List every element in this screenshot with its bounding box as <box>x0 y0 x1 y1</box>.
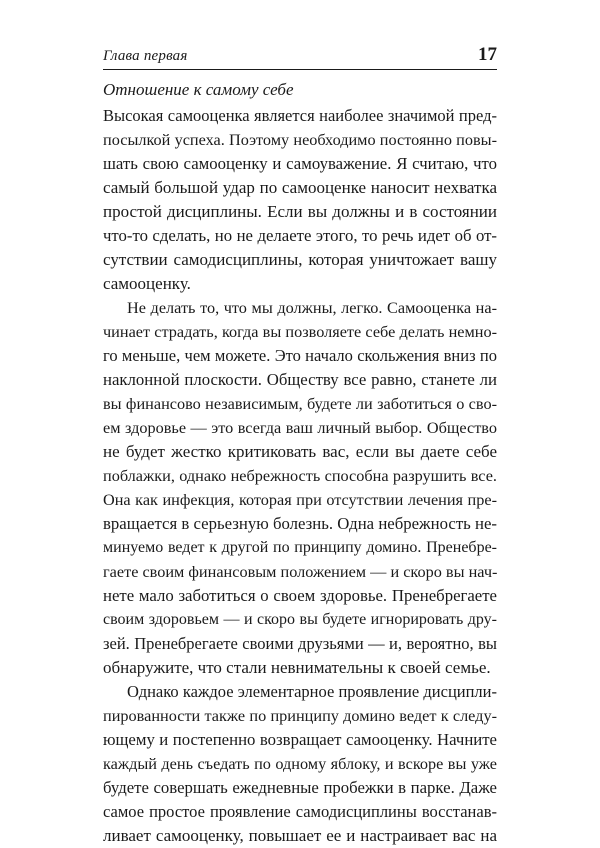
header-rule <box>103 69 497 70</box>
text-line: самое простое проявление самодисциплины восстанав- <box>103 802 497 821</box>
text-line: Высокая самооценка является наиболее значимой пред- <box>103 106 497 125</box>
text-line: вращается в серьезную болезнь. Одна небрежность не- <box>103 514 497 533</box>
text-line: не будет жестко критиковать вас, если вы даете себе <box>103 442 497 461</box>
text-line: вы финансово независимым, будете ли заботиться о сво- <box>103 395 497 413</box>
text-line: шать свою самооценку и самоуважение. Я считаю, что <box>103 154 497 173</box>
text-line: пированности также по принципу домино ведет к следу- <box>103 707 497 725</box>
text-line: ем здоровье — это всегда ваш личный выбор. Общество <box>103 419 497 437</box>
text-line: обнаружите, что стали невнимательны к своей семье. <box>103 658 491 677</box>
text-line: ливает самооценку, повышает ее и настраивает вас на <box>103 826 497 845</box>
text-line: го меньше, чем можете. Это начало скольжения вниз по <box>103 346 497 365</box>
text-line: гаете своим финансовым положением — и скоро вы нач- <box>103 563 498 581</box>
chapter-title: Глава первая <box>103 48 188 64</box>
text-line: Она как инфекция, которая при отсутствии лечения пре- <box>103 491 497 509</box>
text-line: будете совершать ежедневные пробежки в парке. Даже <box>103 778 497 797</box>
text-line: минуемо ведет к другой по принципу домино. Пренебре- <box>103 539 497 556</box>
text-line: что-то сделать, но не делаете этого, то речь идет об от- <box>103 226 497 245</box>
body-text <box>103 104 497 848</box>
text-line: простой дисциплины. Если вы должны и в состоянии <box>103 202 497 221</box>
text-line: ющему и постепенно возвращает самооценку. Начните <box>103 730 497 749</box>
text-line: самый большой удар по самооценке наносит нехватка <box>103 178 497 197</box>
text-line: Не делать то, что мы должны, легко. Самооценка на- <box>127 299 497 317</box>
text-line: поблажки, однако небрежность способна разрушить все. <box>103 467 497 485</box>
text-line: самооценку. <box>103 274 191 293</box>
text-line: нете мало заботиться о своем здоровье. Пренебрегаете <box>103 586 497 605</box>
text-line: зей. Пренебрегаете своими друзьями — и, вероятно, вы <box>103 634 497 653</box>
running-header <box>103 44 497 68</box>
text-line: Однако каждое элементарное проявление дисципли- <box>127 682 497 701</box>
text-line: сутствии самодисциплины, которая уничтожает вашу <box>103 250 497 269</box>
page-number: 17 <box>478 44 497 65</box>
text-line: каждый день съедать по одному яблоку, и вскоре вы уже <box>103 755 497 773</box>
text-line: чинает страдать, когда вы позволяете себе делать немно- <box>103 323 497 341</box>
text-line: наклонной плоскости. Обществу все равно, станете ли <box>103 370 497 389</box>
section-title: Отношение к самому себе <box>103 80 294 99</box>
text-line: своим здоровьем — и скоро вы будете игнорировать дру- <box>103 611 497 628</box>
text-line: посылкой успеха. Поэтому необходимо постоянно повы- <box>103 131 497 149</box>
